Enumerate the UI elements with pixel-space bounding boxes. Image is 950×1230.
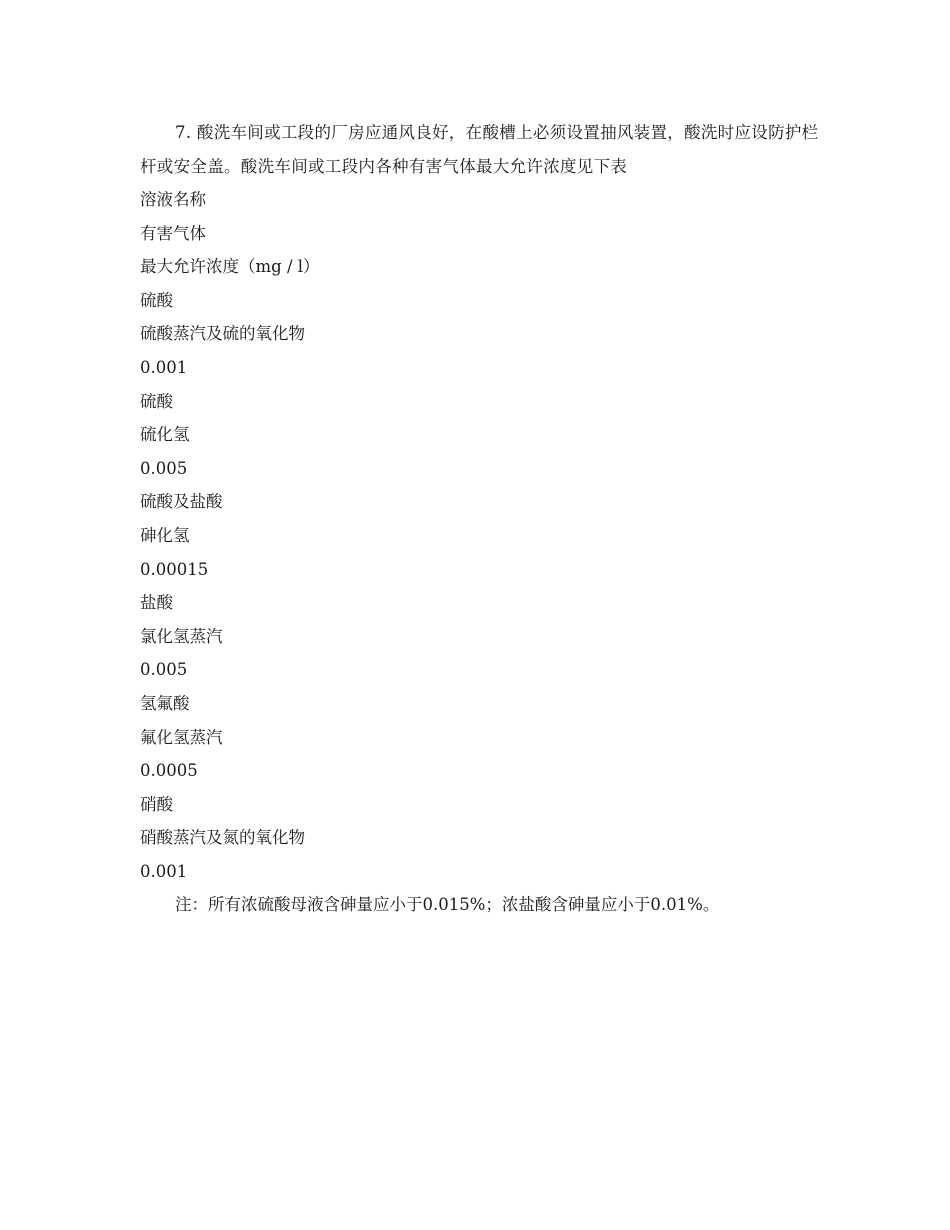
table-cell-solution: 硫酸及盐酸: [140, 492, 223, 512]
table-cell-gas: 硫酸蒸汽及硫的氧化物: [140, 324, 305, 344]
intro-paragraph: 7. 酸洗车间或工段的厂房应通风良好，在酸槽上必须设置抽风装置，酸洗时应设防护栏杆或安全盖。酸洗车间或工段内各种有害气体最大允许浓度见下表: [140, 123, 819, 176]
table-cell-solution: 氢氟酸: [140, 693, 190, 713]
table-cell-gas: 氯化氢蒸汽: [140, 626, 223, 646]
table-header-concentration: 最大允许浓度（mg / l）: [140, 257, 320, 277]
table-cell-solution: 硝酸: [140, 794, 173, 814]
table-cell-solution: 硫酸: [140, 391, 173, 411]
table-cell-concentration: 0.00015: [140, 559, 209, 579]
footnote: 注：所有浓硫酸母液含砷量应小于0.015%；浓盐酸含砷量应小于0.01%。: [175, 895, 720, 915]
table-cell-solution: 盐酸: [140, 593, 173, 613]
table-cell-gas: 砷化氢: [140, 525, 190, 545]
table-cell-gas: 氟化氢蒸汽: [140, 727, 223, 747]
table-header-gas: 有害气体: [140, 223, 206, 243]
gas-table: [140, 183, 820, 888]
table-cell-concentration: 0.0005: [140, 761, 198, 781]
table-cell-solution: 硫酸: [140, 290, 173, 310]
table-cell-concentration: 0.005: [140, 660, 188, 680]
table-cell-gas: 硫化氢: [140, 425, 190, 445]
document-content: [140, 116, 820, 922]
table-cell-concentration: 0.005: [140, 458, 188, 478]
table-header-solution: 溶液名称: [140, 190, 206, 209]
table-cell-gas: 硝酸蒸汽及氮的氧化物: [140, 828, 305, 848]
table-cell-concentration: 0.001: [140, 357, 188, 377]
table-cell-concentration: 0.001: [140, 861, 188, 881]
